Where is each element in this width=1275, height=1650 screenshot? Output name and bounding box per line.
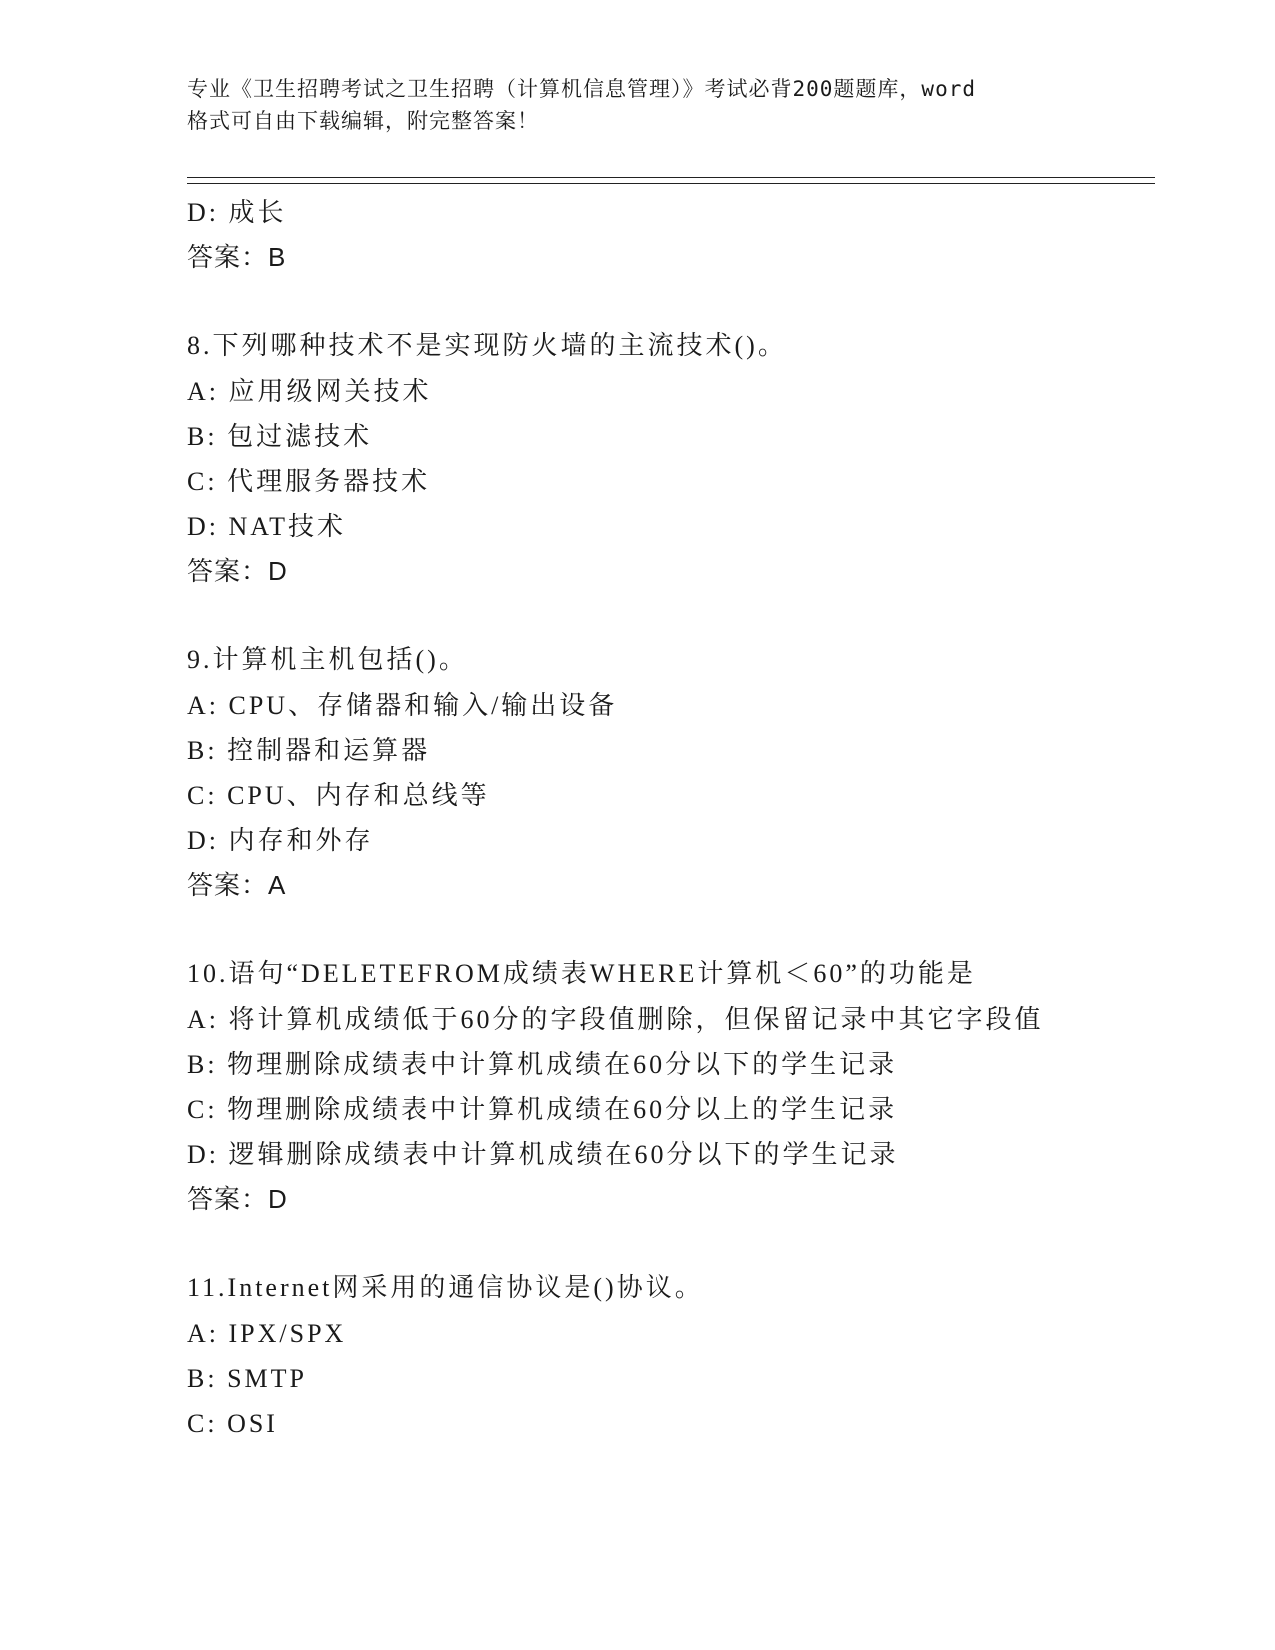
option-c: C: CPU、内存和总线等 [187,781,490,810]
option-c: C: 代理服务器技术 [187,467,431,496]
option-a: A: CPU、存储器和输入/输出设备 [187,691,618,720]
header-line-1: 专业《卫生招聘考试之卫生招聘（计算机信息管理）》考试必背200题题库，word [187,77,976,101]
question-list [187,190,1187,1446]
question-title: 8.下列哪种技术不是实现防火墙的主流技术()。 [187,331,787,360]
header-divider-bottom [187,183,1155,184]
header-divider-top [187,177,1155,178]
prev-option-d: D: 成长 [187,198,287,227]
header-line-2: 格式可自由下载编辑，附完整答案！ [187,109,539,133]
answer: 答案：D [187,556,288,586]
question-11 [187,1265,1187,1446]
question-8 [187,323,1187,594]
option-b: B: 物理删除成绩表中计算机成绩在60分以下的学生记录 [187,1050,898,1079]
option-c: C: OSI [187,1409,278,1438]
question-title: 11.Internet网采用的通信协议是()协议。 [187,1273,704,1302]
document-header [187,73,1087,137]
answer: 答案：A [187,870,287,900]
option-d: D: 内存和外存 [187,826,374,855]
option-d: D: NAT技术 [187,512,347,541]
prev-answer: 答案：B [187,242,287,272]
question-title: 9.计算机主机包括()。 [187,645,468,674]
option-a: A: 将计算机成绩低于60分的字段值删除，但保留记录中其它字段值 [187,1005,1044,1034]
option-b: B: 包过滤技术 [187,422,373,451]
option-b: B: SMTP [187,1364,307,1393]
question-title: 10.语句“DELETEFROM成绩表WHERE计算机＜60”的功能是 [187,959,976,988]
question-10 [187,951,1187,1222]
option-c: C: 物理删除成绩表中计算机成绩在60分以上的学生记录 [187,1095,898,1124]
option-d: D: 逻辑删除成绩表中计算机成绩在60分以下的学生记录 [187,1140,899,1169]
question-9 [187,637,1187,908]
option-a: A: 应用级网关技术 [187,377,432,406]
answer: 答案：D [187,1184,288,1214]
option-b: B: 控制器和运算器 [187,736,431,765]
option-a: A: IPX/SPX [187,1319,347,1348]
